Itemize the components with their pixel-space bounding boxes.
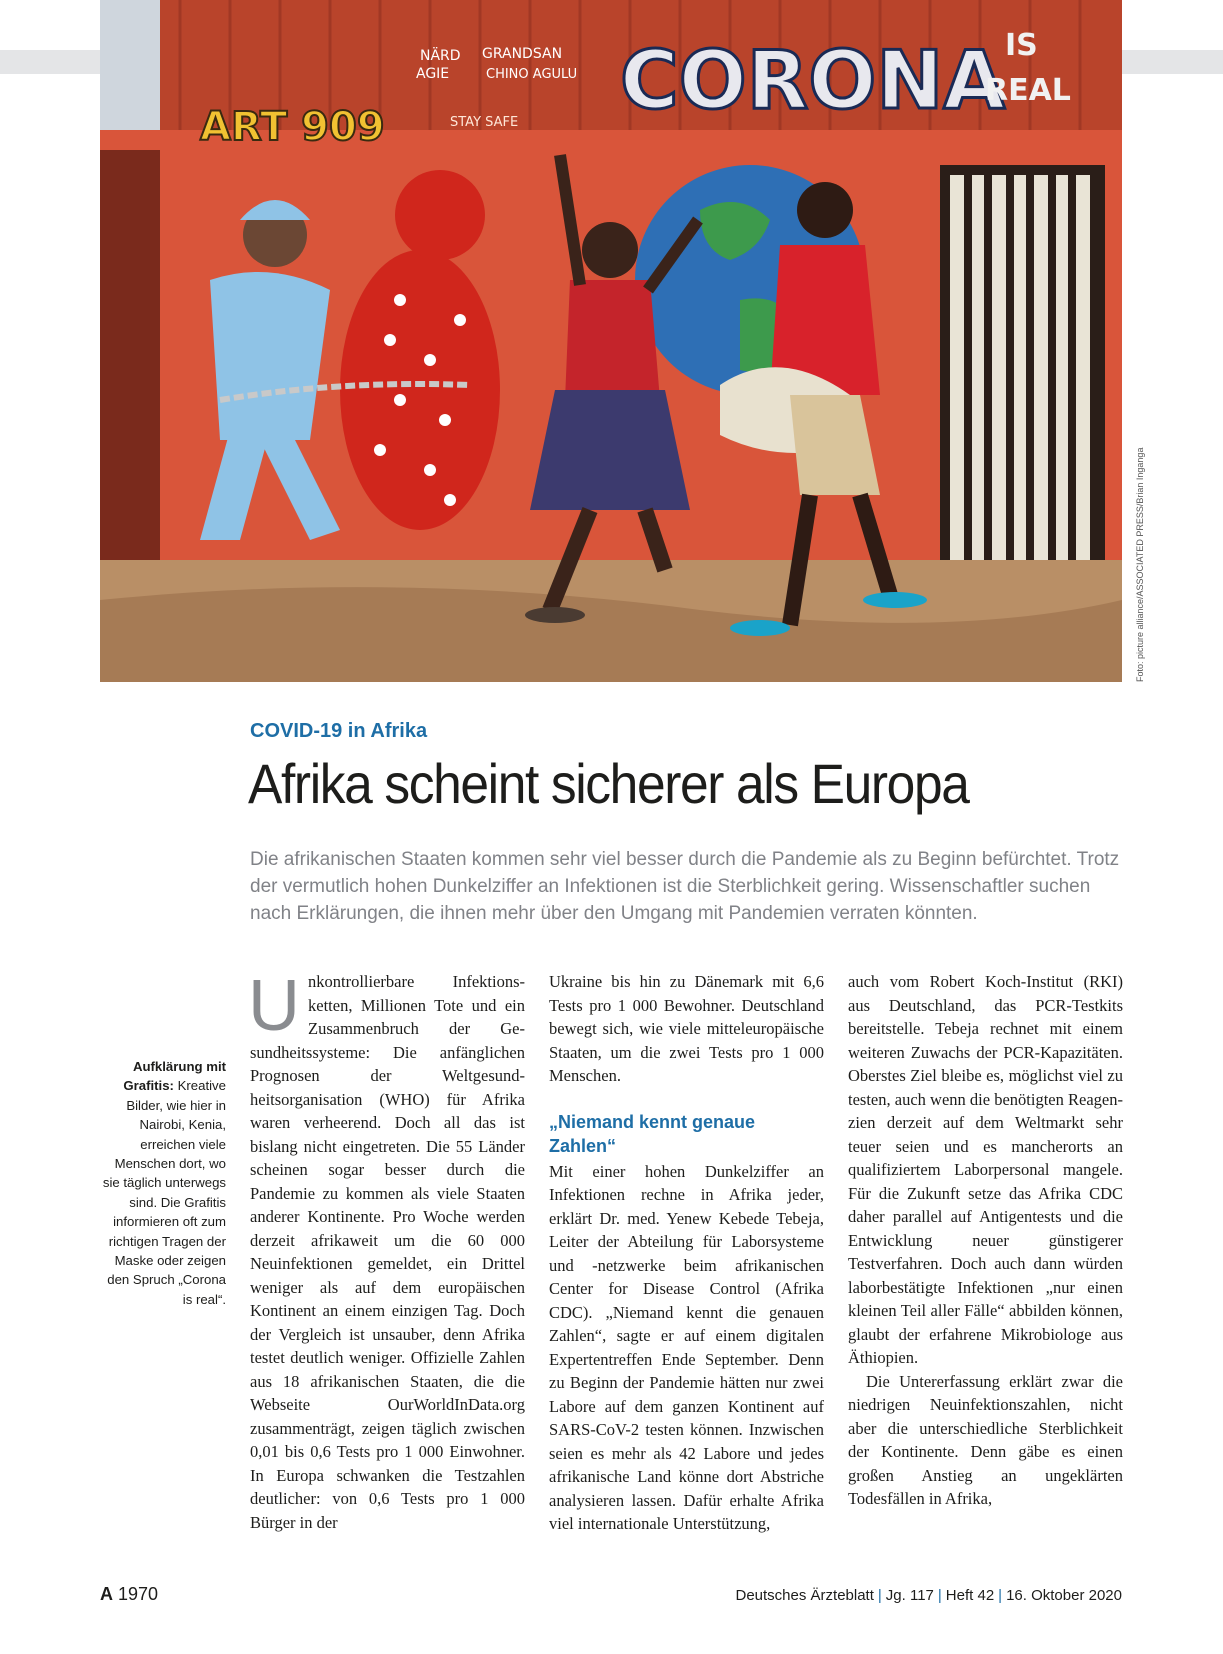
drop-cap: U bbox=[248, 966, 300, 1046]
body-paragraph: auch vom Robert Koch-Institut (RKI) aus Deutschland, das PCR-Testkits bereitstelle. Tebeja rechnet mit einem weiteren Zuwachs der PCR-Kapazitäten. Oberstes Ziel bleibe es, möglichst viel zu testen, auch wenn die benötigten Reagenzien derzeit auf dem Weltmarkt sehr teuer seien und es mancherorts an qualifiziertem Laborpersonal mangele. Für die Zukunft setze das Afrika CDC daher parallel auf Antigentests und die Entwicklung neuer günstigerer Testverfahren. Doch auch dann würden laborbestätigte Infektionen „nur einen kleinen Teil aller Fälle“ abbilden können, glaubt der erfahrene Mikrobiologe aus Äthiopien. bbox=[848, 972, 1123, 1367]
article-photo bbox=[100, 0, 1122, 682]
body-paragraph: Die Untererfassung erklärt zwar die niedrigen Neuinfektionszahlen, nicht aber die unterschiedliche Sterblichkeit der Kontinente. Denn gäbe es einen großen Anstieg an ungeklärten Todesfällen in Afrika, bbox=[848, 1371, 1123, 1508]
page-number bbox=[100, 1584, 158, 1605]
top-band-left bbox=[0, 50, 100, 74]
journal-footer: Deutsches Ärzteblatt | Jg. 117 | Heft 42 | 16. Oktober 2020 bbox=[735, 1587, 1122, 1604]
graffiti-tag-5: STAY SAFE bbox=[450, 115, 519, 130]
body-paragraph: nkontrollierbare Infektionsketten, Millionen Tote und ein Zusammenbruch der Gesundheitssysteme: Die anfänglichen Prognosen der Weltgesundheitsorganisation (WHO) für Afrika waren verheerend. Doch all das ist bislang nicht eingetreten. Die 55 Länder scheinen sogar besser durch die Pandemie zu kommen als viele Staaten anderer Kontinente. Pro Woche werden derzeit afrikaweit um die 60 000 Neuinfektionen gemeldet, ein Drittel weniger als auf dem europäischen Kontinent an einem einzigen Tag. Doch der Vergleich ist unsauber, denn Afrika testet deutlich weniger. Offizielle Zahlen aus 18 afrikanischen Staaten, die die Webseite OurWorldInData.org zusammenträgt, zeigen täglich zwischen 0,01 bis 0,6 Tests pro 1 000 Einwohner. In Europa schwanken die Testzahlen deutlicher: von 0,6 Tests pro 1 000 Bürger in der bbox=[250, 972, 525, 1532]
body-paragraph: Ukraine bis hin zu Dänemark mit 6,6 Tests pro 1 000 Bewohner. Deutschland bewegt sich, wie viele mitteleuropäische Staaten, um die zwei Tests pro 1 000 Menschen. bbox=[549, 972, 824, 1085]
page-number-value: 1970 bbox=[118, 1584, 159, 1604]
graffiti-real-text: REAL bbox=[985, 73, 1071, 108]
graffiti-is-text: IS bbox=[1005, 28, 1038, 63]
graffiti-street-scene-illustration bbox=[100, 0, 1122, 682]
body-paragraph: Mit einer hohen Dunkelziffer an Infektionen rechne in Afrika jeder, erklärt Dr. med. Yenew Kebede Tebeja, Leiter der Abteilung für Laborsysteme und -netzwerke beim afrikanischen Center for Disease Control (Afrika CDC). „Niemand kennt die genauen Zahlen“, sagte er auf einem digitalen Expertentreffen Ende September. Denn zu Beginn der Pandemie hätten nur zwei Labore auf dem ganzen Kontinent auf SARS-CoV-2 testen können. Inzwischen seien es mehr als 42 Labore und jedes afrikanische Land könne dort Abstriche analysieren lassen. Dafür erhalte Afrika viel internationale Unterstützung, bbox=[549, 1161, 824, 1533]
graffiti-art-text: ART 909 bbox=[200, 104, 385, 150]
graffiti-tag-2: AGIE bbox=[416, 66, 450, 82]
article-headline: Afrika scheint sicherer als Europa bbox=[248, 752, 969, 815]
article-column-2 bbox=[549, 970, 824, 1536]
top-band-right bbox=[1122, 50, 1223, 74]
journal-name: Deutsches Ärzteblatt bbox=[735, 1587, 874, 1604]
article-kicker: COVID-19 in Afrika bbox=[250, 720, 428, 742]
article-lead: Die afrikanischen Staaten kommen sehr viel besser durch die Pandemie als zu Beginn befürchtet. Trotz der vermutlich hohen Dunkelziffer an Infektionen ist die Sterblichkeit gering. Wissenschaftler suchen nach Erklärungen, die ihnen mehr über den Umgang mit Pandemien verraten könnten. bbox=[250, 849, 1120, 924]
photo-caption bbox=[96, 1057, 226, 1309]
graffiti-tag-4: CHINO AGULU bbox=[486, 67, 578, 82]
article-column-3 bbox=[848, 970, 1123, 1511]
page-prefix: A bbox=[100, 1584, 113, 1604]
photo-credit: Foto: picture alliance/ASSOCIATED PRESS/Brian Inganga bbox=[1135, 447, 1145, 682]
journal-volume: Jg. 117 bbox=[885, 1587, 934, 1604]
graffiti-tag-3: GRANDSAN bbox=[482, 46, 563, 62]
section-subheading: „Niemand kennt genaue Zahlen“ bbox=[549, 1111, 756, 1156]
graffiti-tag-1: NÄRD bbox=[420, 48, 461, 64]
journal-issue: Heft 42 bbox=[945, 1587, 995, 1604]
caption-text: Kreative Bilder, wie hier in Nairobi, Kenia, erreichen viele Menschen dort, wo sie täglich unterwegs sind. Die Grafitis informieren oft zum richtigen Tragen der Maske oder zeigen den Spruch „Corona is real“. bbox=[102, 1078, 226, 1307]
caption-title: Aufklärung mit Grafitis: bbox=[123, 1059, 226, 1094]
article-column-1 bbox=[248, 966, 525, 1534]
graffiti-corona-text: CORONA bbox=[620, 34, 1006, 127]
journal-date: 16. Oktober 2020 bbox=[1006, 1587, 1122, 1604]
